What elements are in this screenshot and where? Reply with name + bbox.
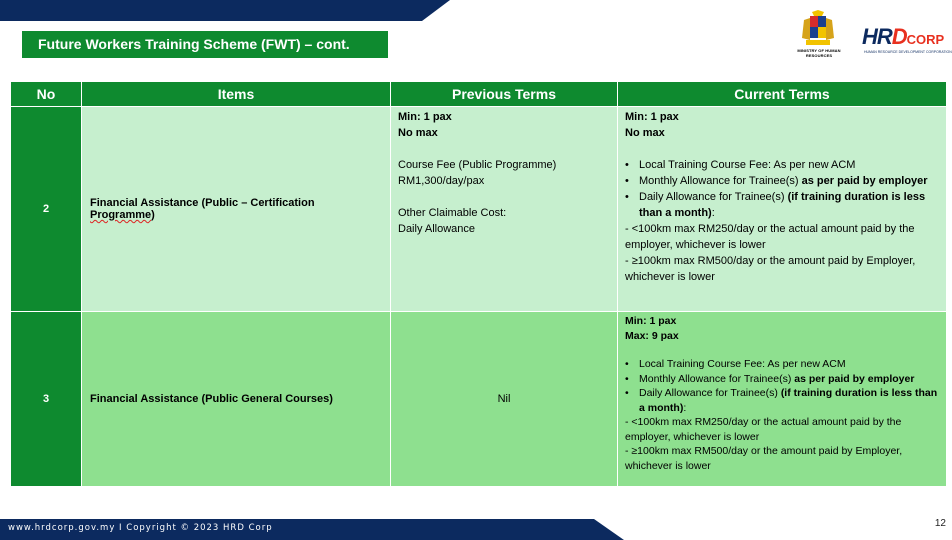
malaysia-crest-icon — [794, 10, 842, 48]
distance-rule: - <100km max RM250/day or the actual amount paid by the employer, whichever is lower — [625, 416, 902, 443]
page-number: 12 — [934, 518, 946, 529]
current-terms-cell — [618, 312, 947, 487]
page-title: Future Workers Training Scheme (FWT) – cont. — [22, 31, 388, 58]
distance-rule: - ≥100km max RM500/day or the amount paid by Employer, whichever is lower — [625, 445, 903, 472]
footer-copyright: www.hrdcorp.gov.my I Copyright © 2023 HRD Corp — [8, 523, 273, 533]
logos — [784, 10, 952, 58]
header-previous-terms: Previous Terms — [391, 82, 618, 107]
row-number: 2 — [11, 107, 82, 312]
other-claimable-value: Daily Allowance — [398, 223, 476, 235]
list-item: • Local Training Course Fee: As per new ACM — [625, 157, 939, 173]
table-row — [11, 312, 947, 487]
item-cell: Financial Assistance (Public General Courses) — [82, 312, 391, 487]
header-no: No — [11, 82, 82, 107]
hrd-corp-logo: HRDCORP — [862, 24, 945, 49]
list-item: • Monthly Allowance for Trainee(s) as per paid by employer — [625, 372, 939, 387]
min-pax: Min: 1 pax — [625, 315, 677, 327]
min-pax: Min: 1 pax — [625, 111, 679, 123]
distance-rule: - <100km max RM250/day or the actual amount paid by the employer, whichever is lower — [625, 223, 915, 251]
current-terms-cell — [618, 107, 947, 312]
other-claimable-label: Other Claimable Cost: — [398, 207, 507, 219]
hrd-corp-subtitle: HUMAN RESOURCE DEVELOPMENT CORPORATION — [864, 50, 952, 54]
list-item: • Daily Allowance for Trainee(s) (if training duration is less than a month): — [625, 189, 939, 221]
list-item: • Local Training Course Fee: As per new ACM — [625, 357, 939, 372]
fee-label: Course Fee (Public Programme) — [398, 159, 557, 171]
distance-rule: - ≥100km max RM500/day or the amount paid by Employer, whichever is lower — [625, 255, 916, 283]
table-header-row — [11, 82, 947, 107]
row-number: 3 — [11, 312, 82, 487]
list-item: • Daily Allowance for Trainee(s) (if training duration is less than a month): — [625, 386, 939, 415]
item-cell: Financial Assistance (Public – Certification Programme) — [82, 107, 391, 312]
top-banner — [0, 0, 450, 21]
previous-terms-cell: Nil — [391, 312, 618, 487]
header-current-terms: Current Terms — [618, 82, 947, 107]
max-pax: No max — [398, 127, 438, 139]
header-items: Items — [82, 82, 391, 107]
table-row — [11, 107, 947, 312]
fee-value: RM1,300/day/pax — [398, 175, 485, 187]
previous-terms-cell — [391, 107, 618, 312]
max-pax: Max: 9 pax — [625, 329, 679, 342]
min-pax: Min: 1 pax — [398, 111, 452, 123]
terms-table — [10, 81, 947, 487]
ministry-label: MINISTRY OF HUMAN RESOURCES — [797, 48, 841, 58]
max-pax: No max — [625, 127, 665, 139]
list-item: • Monthly Allowance for Trainee(s) as per paid by employer — [625, 173, 939, 189]
